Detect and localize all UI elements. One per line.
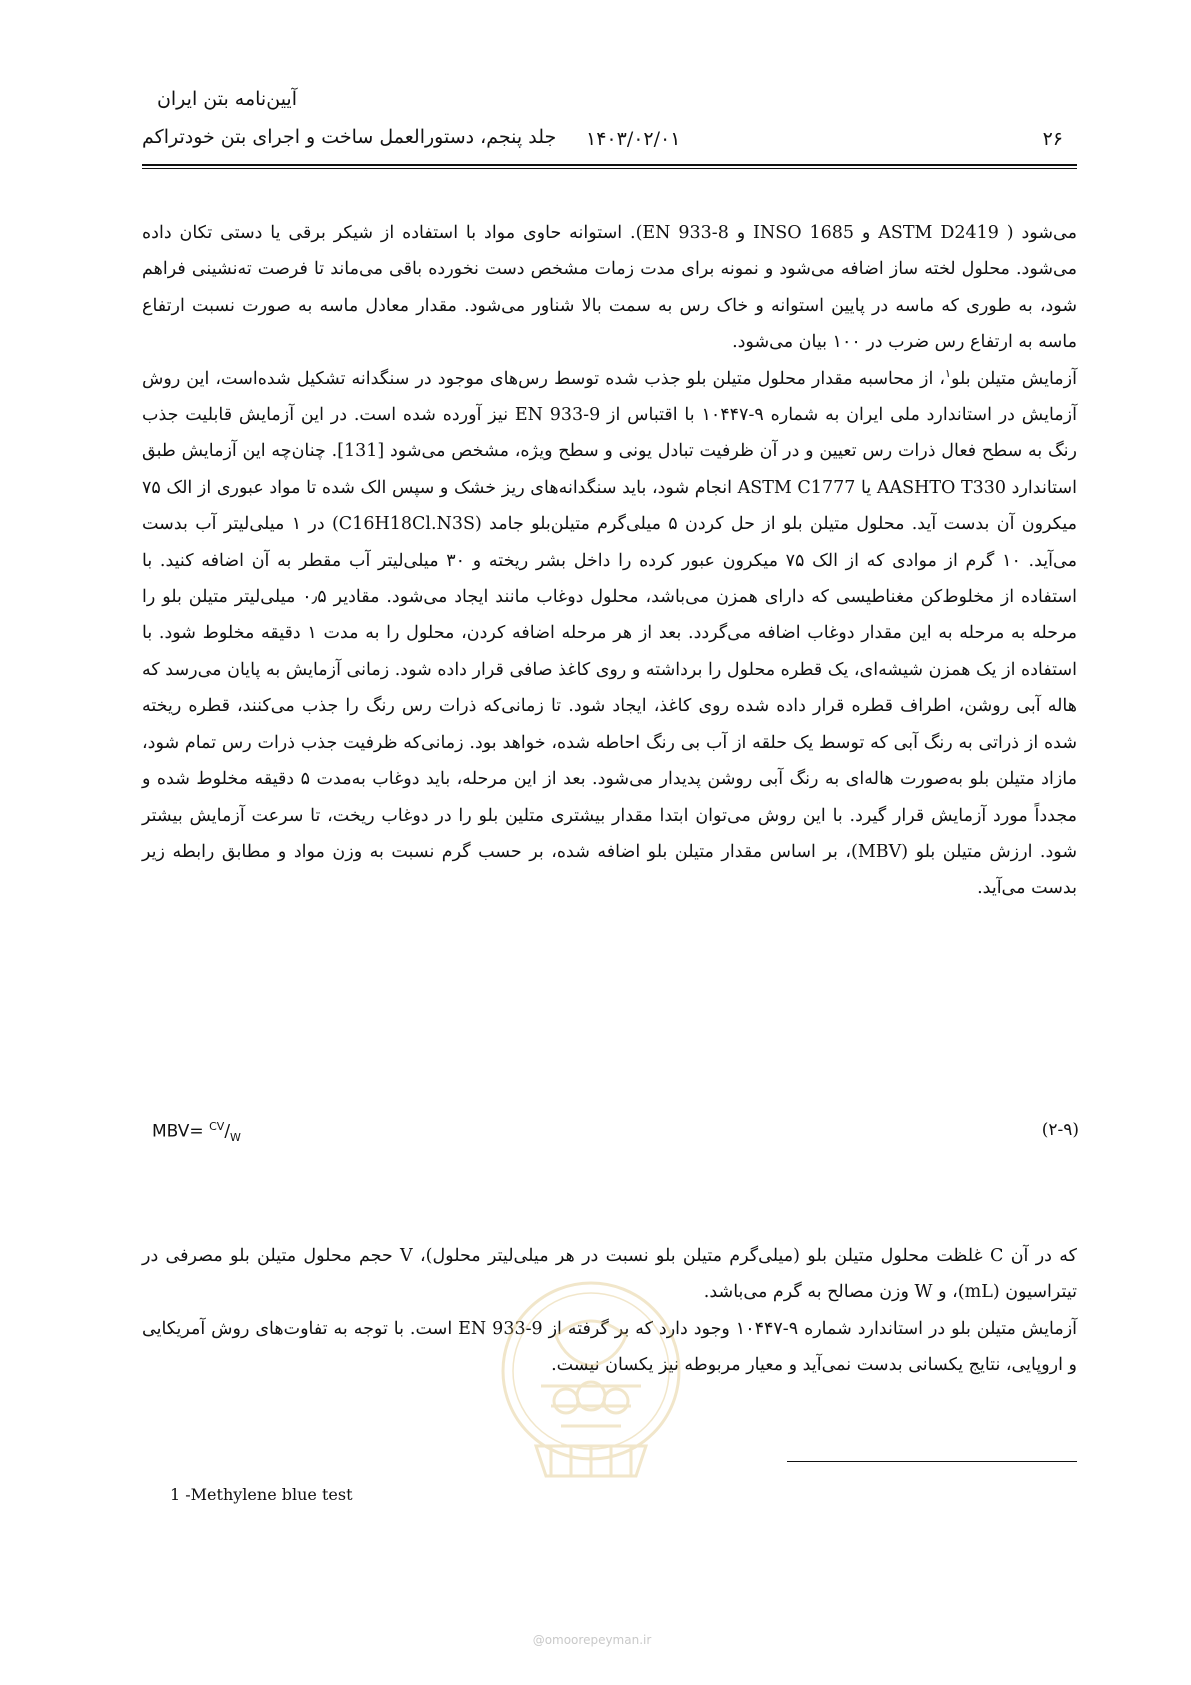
- body-text: [142, 215, 1077, 907]
- watermark-site: @omoorepeyman.ir: [532, 1633, 652, 1647]
- header-rule-thick: [142, 164, 1077, 166]
- mb-test-body: ، از محاسبه مقدار محلول متیلن بلو جذب شده توسط رس‌های موجود در سنگدانه تشکیل شده‌است، این روش آزمایش در استاندارد ملی ایران به شماره ۹-۱۰۴۴۷ با اقتباس از EN 933-9 نیز آورده شده است. در این آزمایش قابلیت جذب رنگ به سطح فعال ذرات رس تعیین و در آن ظرفیت تبادل یونی و سطح ویژه، مشخص می‌شود [131]. چنان‌چه این آزمایش طبق استاندارد AASHTO T330 یا ASTM C1777 انجام شود، باید سنگدانه‌های ریز خشک و سپس الک شده تا مواد عبوری از الک ۷۵ میکرون آن بدست آید. محلول متیلن بلو از حل کردن ۵ میلی‌گرم متیلن‌بلو جامد (C16H18Cl.N3S) در ۱ میلی‌لیتر آب بدست می‌آید. ۱۰ گرم از موادی که از الک ۷۵ میکرون عبور کرده را داخل بشر ریخته و ۳۰ میلی‌لیتر آب مقطر به آن اضافه کنید. با استفاده از مخلوط‌کن مغناطیسی که دارای همزن می‌باشد، محلول دوغاب مانند ایجاد می‌شود. مقادیر ۰٫۵ میلی‌لیتر متیلن بلو را مرحله به مرحله به این مقدار دوغاب اضافه می‌گردد. بعد از هر مرحله اضافه کردن، محلول را به مدت ۱ دقیقه مخلوط شود. با استفاده از یک همزن شیشه‌ای، یک قطره محلول را برداشته و روی کاغذ صافی قرار داده شود. زمانی آزمایش به پایان می‌رسد که هاله آبی روشن، اطراف قطره قرار داده شده روی کاغذ، ایجاد شود. تا زمانی‌که ذرات رس رنگ را جذب می‌کنند، قطره ریخته شده از ذراتی به رنگ آبی که توسط یک حلقه از آب بی رنگ احاطه شده، خواهد بود. زمانی‌که ظرفیت جذب ذرات رس تمام شود، مازاد متیلن بلو به‌صورت هاله‌ای به رنگ آبی روشن پدیدار می‌شود. بعد از این مرحله، باید دوغاب به‌مدت ۵ دقیقه مخلوط شده و مجدداً مورد آزمایش قرار گیرد. با این روش می‌توان ابتدا مقدار بیشتری متلین بلو را در دوغاب ریخت، تا سرعت آزمایش بیشتر شود. ارزش متیلن بلو (MBV)، بر اساس مقدار متیلن بلو اضافه شده، بر حسب گرم نسبت به وزن مواد و مطابق رابطه زیر بدست می‌آید.: [142, 368, 1078, 899]
- document-title: آیین‌نامه بتن ایران: [156, 88, 297, 110]
- footnote-rule: [787, 1461, 1077, 1462]
- page-header: [142, 80, 1077, 166]
- paragraph-standard-note: آزمایش متیلن بلو در استاندارد شماره ۹-۱۰۴۴۷ وجود دارد که بر گرفته از EN 933-9 است. با توجه به تفاوت‌های روش آمریکایی و اروپایی، نتایج یکسانی بدست نمی‌آید و معیار مربوطه نیز یکسان نیست.: [142, 1318, 1078, 1376]
- header-rule-thin: [142, 168, 1077, 169]
- formula-numerator: CV: [209, 1120, 225, 1133]
- equation-number: (۲-۹): [1041, 1120, 1079, 1140]
- formula-slash: /: [224, 1121, 231, 1142]
- mbv-formula: [152, 1120, 241, 1144]
- paragraph-methylene-blue: [142, 361, 1077, 907]
- document-subtitle: جلد پنجم، دستورالعمل ساخت و اجرای بتن خودتراکم: [142, 126, 557, 148]
- footnote: 1 -Methylene blue test: [170, 1485, 353, 1504]
- formula-lhs: MBV=: [152, 1121, 210, 1142]
- formula-denominator: W: [230, 1131, 241, 1145]
- paragraph-variables: که در آن C غلظت محلول متیلن بلو (میلی‌گرم متیلن بلو نسبت در هر میلی‌لیتر محلول)، V حجم محلول متیلن بلو مصرفی در تیتراسیون (mL)، و W وزن مصالح به گرم می‌باشد.: [142, 1246, 1078, 1303]
- watermark-logo-icon: [496, 1276, 686, 1502]
- mb-test-title: آزمایش متیلن بلو: [950, 368, 1077, 389]
- footnote-ref[interactable]: ۱: [945, 366, 951, 380]
- page-number: ۲۶: [1042, 128, 1063, 150]
- document-date: ۱۴۰۳/۰۲/۰۱: [586, 128, 681, 150]
- paragraph-sand-equivalent: می‌شود ( ASTM D2419 و INSO 1685 و EN 933-8). استوانه حاوی مواد با استفاده از شیکر برقی یا دستی تکان داده می‌شود. محلول لخته ساز اضافه می‌شود و نمونه برای مدت زمات مشخص دست نخورده باقی می‌ماند تا فرصت ته‌نشینی فراهم شود، به طوری که ماسه در پایین استوانه و خاک رس به سمت بالا شناور می‌شود. مقدار معادل ماسه به صورت نسبت ارتفاع ماسه به ارتفاع رس ضرب در ۱۰۰ بیان می‌شود.: [142, 223, 1077, 353]
